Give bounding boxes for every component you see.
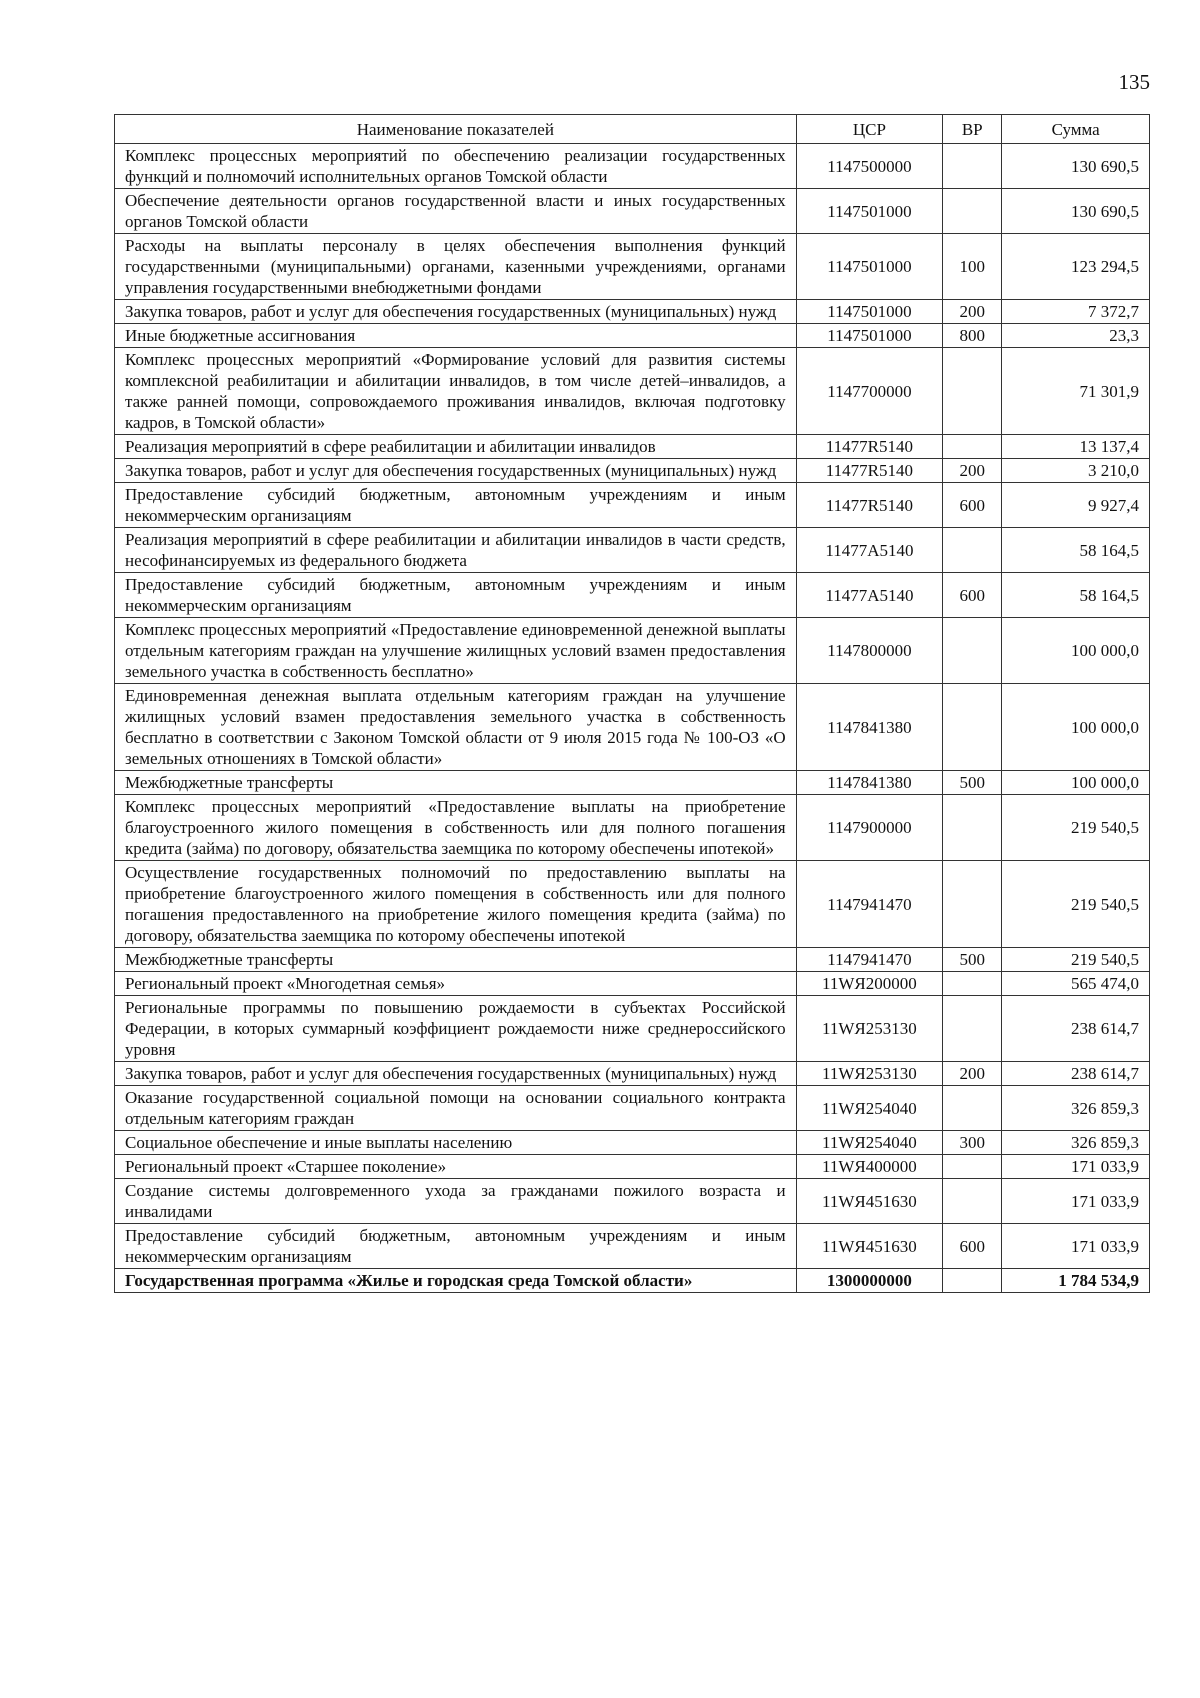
row-name: Предоставление субсидий бюджетным, автономным учреждениям и иным некоммерческим организациям [115,573,797,618]
row-csr: 1147500000 [796,144,943,189]
table-row [115,1062,1150,1086]
row-csr: 11WЯ200000 [796,972,943,996]
row-csr: 1147700000 [796,348,943,435]
row-vr [943,348,1002,435]
row-name: Реализация мероприятий в сфере реабилитации и абилитации инвалидов в части средств, несофинансируемых из федерального бюджета [115,528,797,573]
row-csr: 1147800000 [796,618,943,684]
row-sum: 326 859,3 [1002,1131,1150,1155]
row-vr [943,861,1002,948]
row-vr [943,1086,1002,1131]
table-header-row [115,115,1150,144]
row-csr: 11477R5140 [796,459,943,483]
row-vr: 600 [943,1224,1002,1269]
row-sum: 1 784 534,9 [1002,1269,1150,1293]
row-name: Региональные программы по повышению рождаемости в субъектах Российской Федерации, в которых суммарный коэффициент рождаемости ниже среднероссийского уровня [115,996,797,1062]
row-name: Предоставление субсидий бюджетным, автономным учреждениям и иным некоммерческим организациям [115,483,797,528]
row-sum: 171 033,9 [1002,1224,1150,1269]
table-row [115,618,1150,684]
table-row [115,435,1150,459]
row-sum: 326 859,3 [1002,1086,1150,1131]
table-row [115,1179,1150,1224]
table-row [115,684,1150,771]
row-vr [943,996,1002,1062]
row-vr: 500 [943,771,1002,795]
table-row [115,528,1150,573]
row-vr: 100 [943,234,1002,300]
row-csr: 1300000000 [796,1269,943,1293]
row-csr: 1147501000 [796,189,943,234]
row-name: Закупка товаров, работ и услуг для обеспечения государственных (муниципальных) нужд [115,1062,797,1086]
table-row [115,324,1150,348]
row-csr: 1147501000 [796,324,943,348]
header-sum: Сумма [1002,115,1150,144]
row-name: Межбюджетные трансферты [115,771,797,795]
row-csr: 11477A5140 [796,528,943,573]
row-vr [943,795,1002,861]
row-vr: 200 [943,1062,1002,1086]
row-sum: 171 033,9 [1002,1179,1150,1224]
row-name: Обеспечение деятельности органов государственной власти и иных государственных органов Томской области [115,189,797,234]
row-csr: 11477R5140 [796,483,943,528]
row-csr: 11WЯ253130 [796,996,943,1062]
row-csr: 11WЯ400000 [796,1155,943,1179]
row-name: Единовременная денежная выплата отдельным категориям граждан на улучшение жилищных условий взамен предоставления земельного участка в собственность бесплатно в соответствии с Законом Томской области от 9 июля 2015 года № 100-ОЗ «О земельных отношениях в Томской области» [115,684,797,771]
table-row [115,1086,1150,1131]
row-vr [943,1269,1002,1293]
table-row [115,972,1150,996]
table-row [115,771,1150,795]
table-row [115,795,1150,861]
header-vr: ВР [943,115,1002,144]
row-name: Реализация мероприятий в сфере реабилитации и абилитации инвалидов [115,435,797,459]
row-vr: 200 [943,300,1002,324]
row-csr: 1147841380 [796,684,943,771]
row-csr: 11477R5140 [796,435,943,459]
row-sum: 238 614,7 [1002,996,1150,1062]
row-name: Предоставление субсидий бюджетным, автономным учреждениям и иным некоммерческим организациям [115,1224,797,1269]
row-vr [943,144,1002,189]
row-csr: 11WЯ254040 [796,1131,943,1155]
row-sum: 7 372,7 [1002,300,1150,324]
row-name: Региональный проект «Многодетная семья» [115,972,797,996]
row-name: Создание системы долговременного ухода за гражданами пожилого возраста и инвалидами [115,1179,797,1224]
row-csr: 1147941470 [796,861,943,948]
table-row [115,573,1150,618]
row-csr: 11477A5140 [796,573,943,618]
table-row [115,996,1150,1062]
row-csr: 1147941470 [796,948,943,972]
row-csr: 11WЯ451630 [796,1179,943,1224]
row-csr: 1147841380 [796,771,943,795]
row-vr: 600 [943,483,1002,528]
row-sum: 100 000,0 [1002,618,1150,684]
table-row [115,1155,1150,1179]
row-sum: 100 000,0 [1002,771,1150,795]
row-csr: 1147501000 [796,234,943,300]
row-sum: 23,3 [1002,324,1150,348]
row-sum: 171 033,9 [1002,1155,1150,1179]
row-name: Государственная программа «Жилье и городская среда Томской области» [115,1269,797,1293]
table-row [115,234,1150,300]
row-vr [943,1155,1002,1179]
row-name: Комплекс процессных мероприятий «Формирование условий для развития системы комплексной реабилитации и абилитации инвалидов, в том числе детей–инвалидов, а также ранней помощи, сопровождаемого проживания инвалидов, включая подготовку кадров, в Томской области» [115,348,797,435]
row-sum: 58 164,5 [1002,528,1150,573]
table-row [115,1131,1150,1155]
row-name: Закупка товаров, работ и услуг для обеспечения государственных (муниципальных) нужд [115,300,797,324]
row-sum: 130 690,5 [1002,189,1150,234]
row-vr: 500 [943,948,1002,972]
row-sum: 219 540,5 [1002,861,1150,948]
header-name: Наименование показателей [115,115,797,144]
table-row [115,300,1150,324]
row-sum: 238 614,7 [1002,1062,1150,1086]
row-csr: 11WЯ254040 [796,1086,943,1131]
page-number: 135 [1118,70,1150,94]
row-sum: 100 000,0 [1002,684,1150,771]
row-vr [943,189,1002,234]
table-body [115,144,1150,1293]
table-row [115,861,1150,948]
row-csr: 11WЯ253130 [796,1062,943,1086]
row-name: Социальное обеспечение и иные выплаты населению [115,1131,797,1155]
table-row [115,1224,1150,1269]
row-sum: 9 927,4 [1002,483,1150,528]
row-name: Комплекс процессных мероприятий «Предоставление единовременной денежной выплаты отдельным категориям граждан на улучшение жилищных условий взамен предоставления земельного участка в собственность бесплатно» [115,618,797,684]
table-row [115,144,1150,189]
table-row [115,459,1150,483]
row-sum: 565 474,0 [1002,972,1150,996]
row-vr: 300 [943,1131,1002,1155]
row-name: Расходы на выплаты персоналу в целях обеспечения выполнения функций государственными (муниципальными) органами, казенными учреждениями, органами управления государственными внебюджетными фондами [115,234,797,300]
row-name: Комплекс процессных мероприятий «Предоставление выплаты на приобретение благоустроенного жилого помещения в собственность или для полного погашения кредита (займа) по договору, обязательства заемщика по которому обеспечены ипотекой» [115,795,797,861]
table-row [115,1269,1150,1293]
budget-table [114,114,1150,1293]
row-name: Оказание государственной социальной помощи на основании социального контракта отдельным категориям граждан [115,1086,797,1131]
row-sum: 219 540,5 [1002,795,1150,861]
row-sum: 130 690,5 [1002,144,1150,189]
table-row [115,348,1150,435]
row-name: Закупка товаров, работ и услуг для обеспечения государственных (муниципальных) нужд [115,459,797,483]
row-vr: 600 [943,573,1002,618]
row-vr [943,684,1002,771]
row-sum: 58 164,5 [1002,573,1150,618]
row-vr [943,528,1002,573]
row-sum: 219 540,5 [1002,948,1150,972]
row-vr [943,972,1002,996]
row-csr: 1147501000 [796,300,943,324]
row-sum: 3 210,0 [1002,459,1150,483]
row-sum: 123 294,5 [1002,234,1150,300]
row-sum: 71 301,9 [1002,348,1150,435]
row-vr [943,435,1002,459]
row-vr [943,618,1002,684]
table-row [115,189,1150,234]
row-vr: 800 [943,324,1002,348]
row-vr [943,1179,1002,1224]
row-name: Иные бюджетные ассигнования [115,324,797,348]
row-name: Осуществление государственных полномочий по предоставлению выплаты на приобретение благоустроенного жилого помещения в собственность или для полного погашения предоставленного на приобретение жилого помещения кредита (займа) по договору, обязательства заемщика по которому обеспечены ипотекой [115,861,797,948]
row-sum: 13 137,4 [1002,435,1150,459]
row-name: Межбюджетные трансферты [115,948,797,972]
row-name: Комплекс процессных мероприятий по обеспечению реализации государственных функций и полномочий исполнительных органов Томской области [115,144,797,189]
table-row [115,948,1150,972]
row-name: Региональный проект «Старшее поколение» [115,1155,797,1179]
table-row [115,483,1150,528]
header-csr: ЦСР [796,115,943,144]
row-csr: 1147900000 [796,795,943,861]
row-csr: 11WЯ451630 [796,1224,943,1269]
row-vr: 200 [943,459,1002,483]
